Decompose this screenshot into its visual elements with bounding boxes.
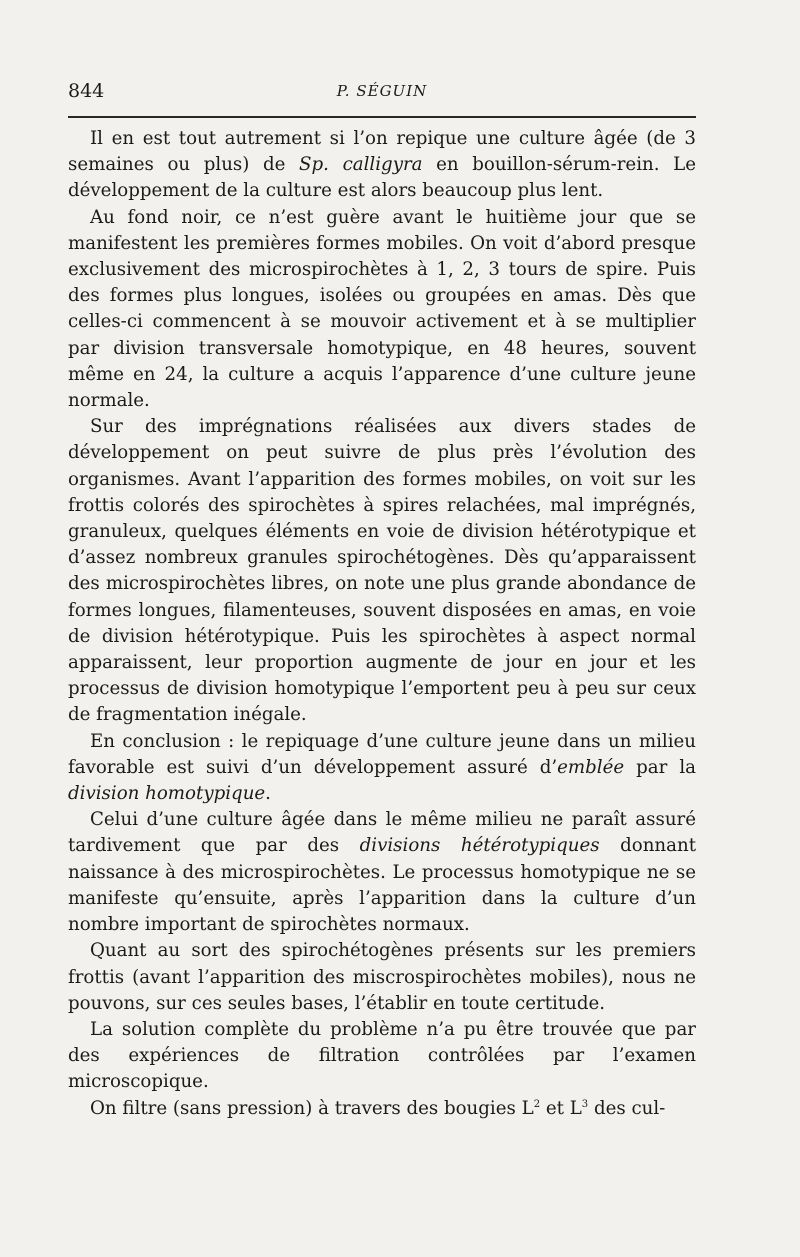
paragraph-8: On filtre (sans pression) à travers des bougies $L^2$ et $L^3$ des cul-	[90, 1097, 666, 1119]
page	[68, 72, 696, 1122]
running-head-author: P. SÉGUIN	[336, 82, 428, 100]
paragraph-1: Il en est tout autrement si l’on repique une culture âgée (de 3 semaines ou plus) de Sp. calligyra en bouillon-sérum-rein. Le développement de la culture est alors beaucoup plus lent.	[68, 128, 696, 202]
paragraph-2: Au fond noir, ce n’est guère avant le huitième jour que se manifestent les premières formes mobiles. On voit d’abord presque exclusivement des microspirochètes à 1, 2, 3 tours de spire. Puis des formes plus longues, isolées ou groupées en amas. Dès que celles-ci commencent à se mouvoir activement et à se multiplier par division transversale homotypique, en 48 heures, souvent même en 24, la culture a acquis l’apparence d’une culture jeune normale.	[68, 206, 696, 412]
header-rule	[68, 116, 696, 118]
page-number: 844	[68, 80, 105, 102]
paragraph-6: Quant au sort des spirochétogènes présents sur les premiers frottis (avant l’apparition des miscrospirochètes mobiles), nous ne pouvons, sur ces seules bases, l’établir en toute certitude.	[68, 940, 696, 1014]
paragraph-7: La solution complète du problème n’a pu être trouvée que par des expériences de filtration contrôlées par l’examen microscopique.	[68, 1018, 696, 1093]
paragraph-4: En conclusion : le repiquage d’une culture jeune dans un milieu favorable est suivi d’un développement assuré d’emblée par la division homotypique.	[68, 730, 696, 805]
body-text	[68, 126, 696, 1122]
paragraph-3: Sur des imprégnations réalisées aux divers stades de développement on peut suivre de plus près l’évolution des organismes. Avant l’apparition des formes mobiles, on voit sur les frottis colorés des spirochètes à spires relachées, mal imprégnés, granuleux, quelques éléments en voie de division hétérotypique et d’assez nombreux granules spirochétogènes. Dès qu’apparaissent des microspirochètes libres, on note une plus grande abondance de formes longues, filamenteuses, souvent disposées en amas, en voie de division hétérotypique. Puis les spirochètes à aspect normal apparaissent, leur proportion augmente de jour en jour et les processus de division homotypique l’emportent peu à peu sur ceux de fragmentation inégale.	[68, 416, 696, 726]
paragraph-5: Celui d’une culture âgée dans le même milieu ne paraît assuré tardivement que par des divisions hétérotypiques donnant naissance à des microspirochètes. Le processus homotypique ne se manifeste qu’ensuite, après l’apparition dans la culture d’un nombre important de spirochètes normaux.	[68, 809, 696, 936]
running-header	[68, 72, 696, 106]
